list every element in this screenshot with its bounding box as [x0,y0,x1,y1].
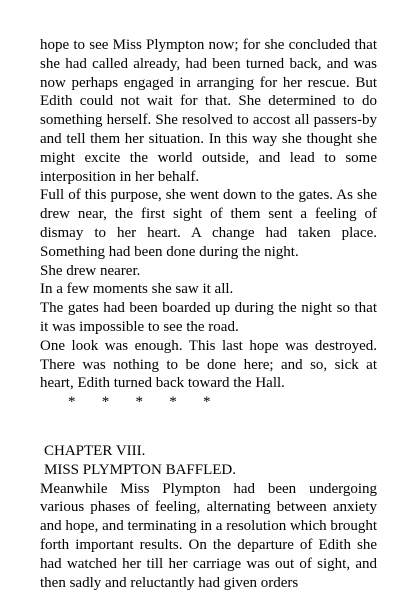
page-text [40,36,377,592]
section-break: * * * * * [68,394,211,411]
paragraph: She drew nearer. [40,262,141,279]
paragraph: The gates had been boarded up during the night so that it was impossible to see the road. [40,300,377,335]
paragraph: In a few moments she saw it all. [40,281,234,298]
paragraph: One look was enough. This last hope was destroyed. There was nothing to be done here; and so, sick at heart, Edith turned back toward the Hall. [40,337,377,392]
chapter-number: CHAPTER VIII. [44,442,146,459]
paragraph: Meanwhile Miss Plympton had been undergoing various phases of feeling, alternating between anxiety and hope, and terminating in a resolution which brought forth important results. On the departure of Edith she had watched her till her carriage was out of sight, and then sadly and reluctantly had given orders [40,480,378,591]
chapter-title: MISS PLYMPTON BAFFLED. [44,461,237,478]
paragraph: hope to see Miss Plympton now; for she concluded that she had called already, had been turned back, and was now perhaps engaged in arranging for her rescue. But Edith could not wait for that. She determined to do something herself. She resolved to accost all passers-by and tell them her situation. In this way she thought she might excite the world outside, and lead to some interposition in her behalf. [40,37,377,185]
spacer [40,412,377,442]
paragraph: Full of this purpose, she went down to the gates. As she drew near, the first sight of them sent a feeling of dismay to her heart. A change had taken place. Something had been done during the night. [40,187,377,260]
